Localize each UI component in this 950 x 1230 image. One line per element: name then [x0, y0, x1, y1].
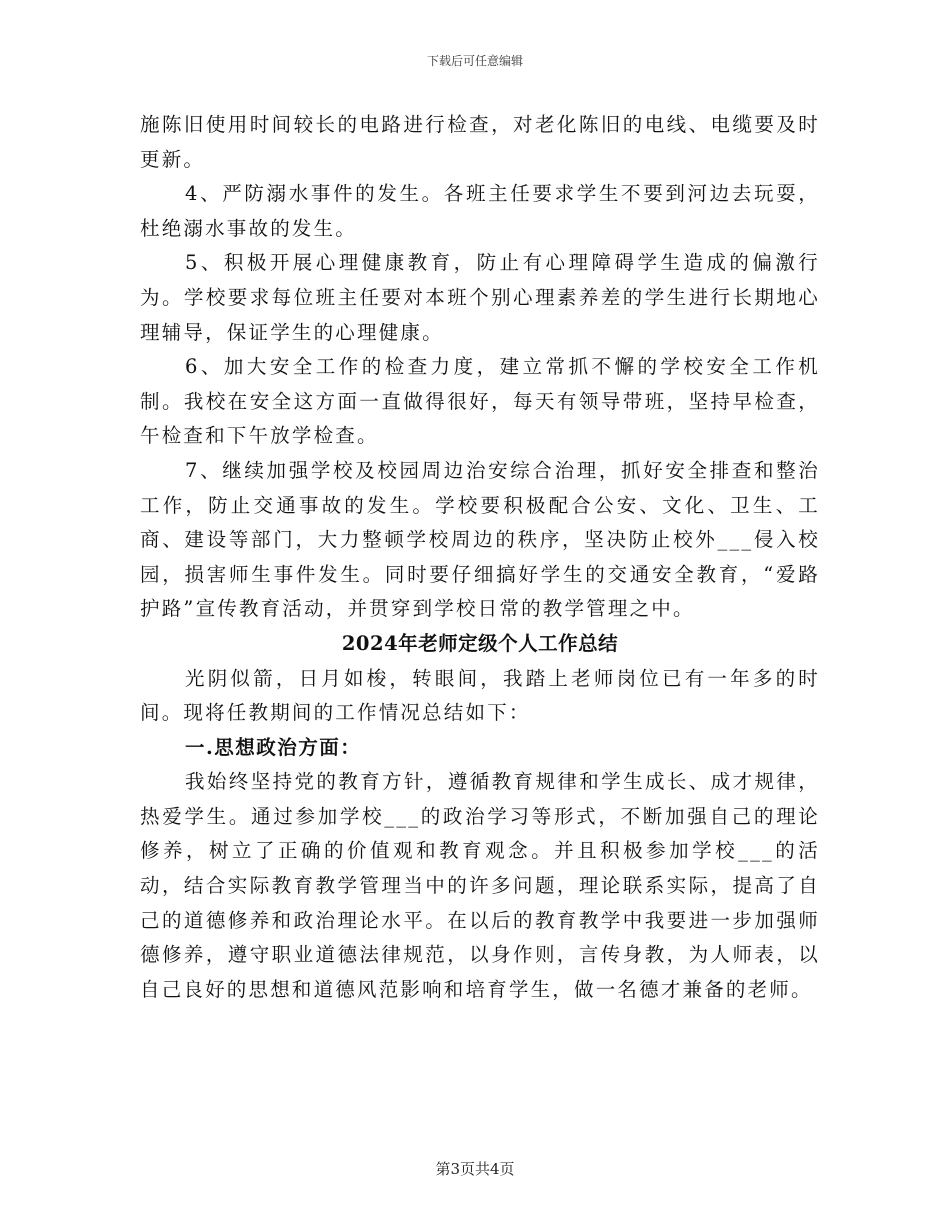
- section-title: 2024年老师定级个人工作总结: [341, 631, 619, 655]
- paragraph-item-4: 4、严防溺水事件的发生。各班主任要求学生不要到河边去玩耍，杜绝溺水事故的发生。: [140, 182, 820, 240]
- paragraph-item-7: 7、继续加强学校及校园周边治安综合治理，抓好安全排查和整治工作，防止交通事故的发生。学校要积极配合公安、文化、卫生、工商、建设等部门，大力整顿学校周边的秩序，坚决防止校外___侵入校园，损害师生事件发生。同时要仔细搞好学生的交通安全教育，“爱路护路”宣传教育活动，并贯穿到学校日常的教学管理之中。: [140, 458, 820, 621]
- paragraph-item-5: 5、积极开展心理健康教育，防止有心理障碍学生造成的偏激行为。学校要求每位班主任要对本班个别心理素养差的学生进行长期地心理辅导，保证学生的心理健康。: [140, 251, 820, 344]
- page-footer: 第3页共4页: [435, 1160, 515, 1178]
- paragraph-ideology: 我始终坚持党的教育方针，遵循教育规律和学生成长、成才规律，热爱学生。通过参加学校___的政治学习等形式，不断加强自己的理论修养，树立了正确的价值观和教育观念。并且积极参加学校___的活动，结合实际教育教学管理当中的许多问题，理论联系实际，提高了自己的道德修养和政治理论水平。在以后的教育教学中我要进一步加强师德修养，遵守职业道德法律规范，以身作则，言传身教，为人师表，以自己良好的思想和道德风范影响和培育学生，做一名德才兼备的老师。: [140, 770, 820, 1001]
- page-header: 下载后可任意编辑: [426, 54, 523, 68]
- document-body: [140, 108, 820, 1007]
- subheading-ideology: 一.思想政治方面：: [185, 735, 362, 759]
- paragraph-item-6: 6、加大安全工作的检查力度，建立常抓不懈的学校安全工作机制。我校在安全这方面一直做得很好，每天有领导带班，坚持早检查，午检查和下午放学检查。: [140, 355, 820, 448]
- paragraph-intro: 光阴似箭，日月如梭，转眼间，我踏上老师岗位已有一年多的时间。现将任教期间的工作情况总结如下：: [140, 666, 820, 725]
- paragraph-continuation: 施陈旧使用时间较长的电路进行检查，对老化陈旧的电线、电缆要及时更新。: [140, 113, 820, 171]
